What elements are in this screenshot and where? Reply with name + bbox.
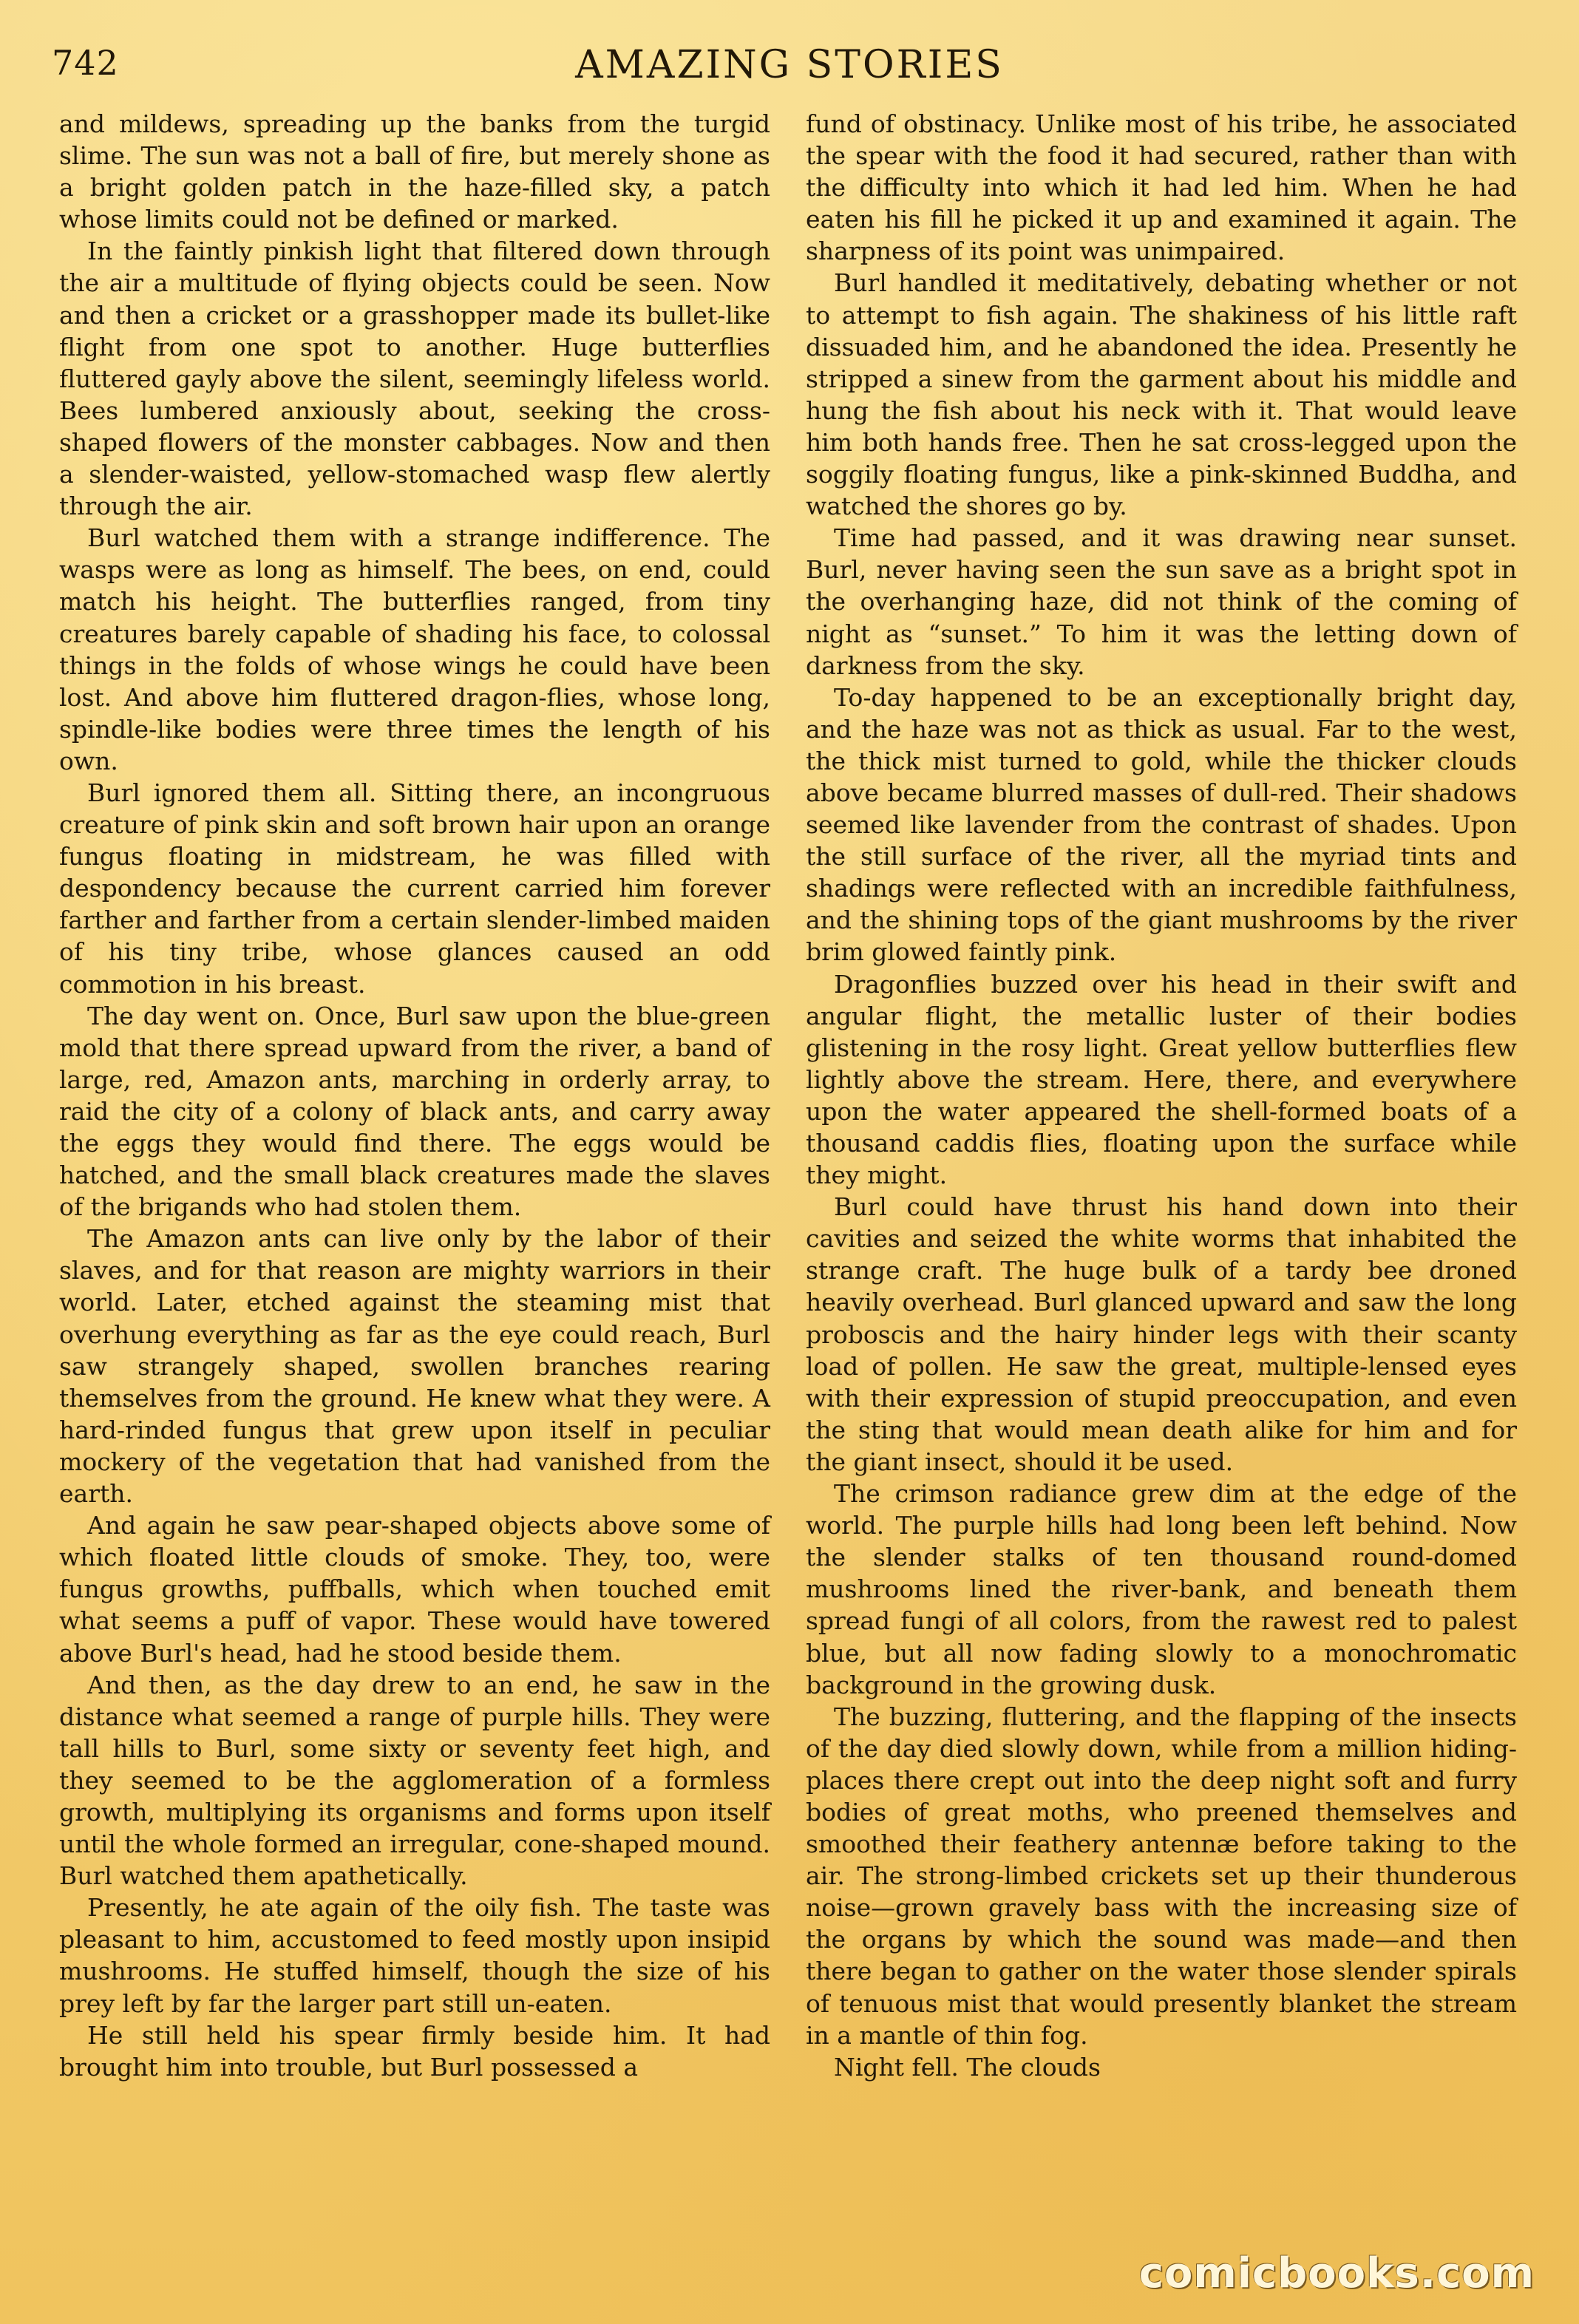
paragraph: and mildews, spreading up the banks from the turgid slime. The sun was not a ball of fire, but merely shone as a bright golden patch in the haze-filled sky, a patch whose limits could not be defined or marked.: [59, 109, 770, 234]
page-number: 742: [52, 43, 119, 83]
right-column: [806, 108, 1517, 2083]
paragraph: Burl watched them with a strange indifference. The wasps were as long as himself. The bees, on end, could match his height. The butterflies ranged, from tiny creatures barely capable of shading his face, to colossal things in the folds of whose wings he could have been lost. And above him fluttered dragon-flies, whose long, spindle-like bodies were three times the length of his own.: [59, 523, 770, 775]
watermark: comicbooks.com: [1138, 2249, 1535, 2297]
paragraph: To-day happened to be an exceptionally bright day, and the haze was not as thick as usual. Far to the west, the thick mist turned to gold, while the thicker clouds above became blurred masses of dull-red. Their shadows seemed like lavender from the contrast of shades. Upon the still surface of the river, all the myriad tints and shadings were reflected with an incredible faithfulness, and the shining tops of the giant mushrooms by the river brim glowed faintly pink.: [806, 682, 1517, 967]
paragraph: The crimson radiance grew dim at the edge of the world. The purple hills had long been left behind. Now the slender stalks of ten thousand round-domed mushrooms lined the river-bank, and beneath them spread fungi of all colors, from the rawest red to palest blue, but all now fading slowly to a monochromatic background in the growing dusk.: [806, 1479, 1517, 1699]
paragraph: Presently, he ate again of the oily fish. The taste was pleasant to him, accustomed to feed mostly upon insipid mushrooms. He stuffed himself, though the size of his prey left by far the larger part still un-eaten.: [59, 1893, 770, 2018]
paragraph: Burl ignored them all. Sitting there, an incongruous creature of pink skin and soft brown hair upon an orange fungus floating in midstream, he was filled with despondency because the current carried him forever farther and farther from a certain slender-limbed maiden of his tiny tribe, whose glances caused an odd commotion in his breast.: [59, 778, 770, 999]
paragraph: Burl handled it meditatively, debating whether or not to attempt to fish again. The shakiness of his little raft dissuaded him, and he abandoned the idea. Presently he stripped a sinew from the garment about his middle and hung the fish about his neck with it. That would leave him both hands free. Then he sat cross-legged upon the soggily floating fungus, like a pink-skinned Buddha, and watched the shores go by.: [806, 268, 1517, 521]
paragraph: Dragonflies buzzed over his head in their swift and angular flight, the metallic luster of their bodies glistening in the rosy light. Great yellow butterflies flew lightly above the stream. Here, there, and everywhere upon the water appeared the shell-formed boats of a thousand caddis flies, floating upon the surface while they might.: [806, 969, 1517, 1190]
paragraph: In the faintly pinkish light that filtered down through the air a multitude of flying objects could be seen. Now and then a cricket or a grasshopper made its bullet-like flight from one spot to another. Huge butterflies fluttered gayly above the silent, seemingly lifeless world. Bees lumbered anxiously about, seeking the cross-shaped flowers of the monster cabbages. Now and then a slender-waisted, yellow-stomached wasp flew alertly through the air.: [59, 237, 770, 521]
paragraph: The day went on. Once, Burl saw upon the blue-green mold that there spread upward from the river, a band of large, red, Amazon ants, marching in orderly array, to raid the city of a colony of black ants, and carry away the eggs they would find there. The eggs would be hatched, and the small black creatures made the slaves of the brigands who had stolen them.: [59, 1001, 770, 1222]
paragraph: The buzzing, fluttering, and the flapping of the insects of the day died slowly down, while from a million hiding-places there crept out into the deep night soft and furry bodies of great moths, who preened themselves and smoothed their feathery antennæ before taking to the air. The strong-limbed crickets set up their thunderous noise—grown gravely bass with the increasing size of the organs by which the sound was made—and then there began to gather on the water those slender spirals of tenuous mist that would presently blanket the stream in a mantle of thin fog.: [806, 1702, 1517, 2050]
left-column: [59, 108, 770, 2083]
paragraph: Time had passed, and it was drawing near sunset. Burl, never having seen the sun save as a bright spot in the overhanging haze, did not think of the coming of night as “sunset.” To him it was the letting down of darkness from the sky.: [806, 523, 1517, 680]
paragraph: The Amazon ants can live only by the labor of their slaves, and for that reason are mighty warriors in their world. Later, etched against the steaming mist that overhung everything as far as the eye could reach, Burl saw strangely shaped, swollen branches rearing themselves from the ground. He knew what they were. A hard-rinded fungus that grew upon itself in peculiar mockery of the vegetation that had vanished from the earth.: [59, 1224, 770, 1509]
paragraph: And then, as the day drew to an end, he saw in the distance what seemed a range of purple hills. They were tall hills to Burl, some sixty or seventy feet high, and they seemed to be the agglomeration of a formless growth, multiplying its organisms and forms upon itself until the whole formed an irregular, cone-shaped mound. Burl watched them apathetically.: [59, 1670, 770, 1891]
paragraph: He still held his spear firmly beside him. It had brought him into trouble, but Burl possessed a: [59, 2020, 770, 2082]
magazine-title: AMAZING STORIES: [575, 43, 1004, 87]
paragraph: And again he saw pear-shaped objects above some of which floated little clouds of smoke. They, too, were fungus growths, puffballs, which when touched emit what seems a puff of vapor. These would have towered above Burl's head, had he stood beside them.: [59, 1511, 770, 1668]
page-header: [52, 43, 1527, 95]
paragraph: Burl could have thrust his hand down into their cavities and seized the white worms that inhabited the strange craft. The huge bulk of a tardy bee droned heavily overhead. Burl glanced upward and saw the long proboscis and the hairy hinder legs with their scanty load of pollen. He saw the great, multiple-lensed eyes with their expression of stupid preoccupation, and even the sting that would mean death alike for him and for the giant insect, should it be used.: [806, 1192, 1517, 1476]
paragraph: Night fell. The clouds: [834, 2052, 1101, 2082]
paragraph: fund of obstinacy. Unlike most of his tribe, he associated the spear with the food it had secured, rather than with the difficulty into which it had led him. When he had eaten his fill he picked it up and examined it again. The sharpness of its point was unimpaired.: [806, 109, 1517, 266]
